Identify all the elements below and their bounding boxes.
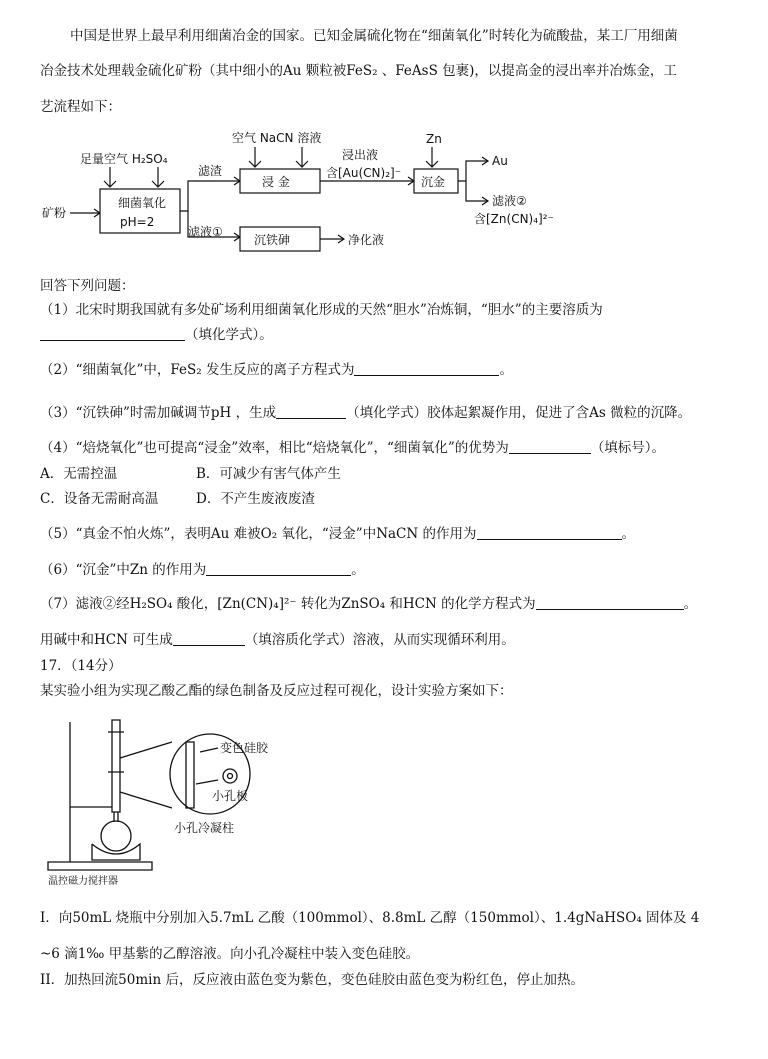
process-flowchart [40, 125, 600, 270]
condenser-joints [108, 732, 124, 772]
answer-blank-1[interactable] [40, 326, 185, 341]
ore-label: 矿粉 [42, 206, 67, 220]
arrow-heads-split [234, 177, 240, 241]
condenser-column [112, 720, 120, 812]
bio-oxidation-label: 细菌氧化 [118, 196, 167, 210]
gel-pointer [200, 748, 218, 752]
plate-pointer [196, 780, 218, 784]
arrow-heads-gold [482, 157, 488, 205]
answer-blank-7[interactable] [536, 595, 684, 610]
question-7-text: （7）滤液②经H₂SO₄ 酸化，[Zn(CN)₄]²⁻ 转化为ZnSO₄ 和HCN 的化学方程式为 [40, 596, 536, 612]
question-4 [40, 438, 665, 458]
option-a: A．无需控温 [40, 466, 118, 482]
zoom-lines [120, 742, 172, 808]
label-perforated-plate: 小孔板 [212, 789, 249, 803]
question-5-text: （5）“真金不怕火炼”，表明Au 难被O₂ 氧化，“浸金”中NaCN 的作用为 [40, 526, 477, 542]
gold-split-connector [458, 161, 488, 201]
au-label: Au [492, 154, 508, 168]
stand-base [48, 862, 152, 870]
arrow-air2 [249, 147, 261, 167]
air-nacn-label: 空气 NaCN 溶液 [232, 131, 322, 145]
problem-17-number: 17．（14分） [40, 658, 122, 674]
plate-hole [228, 774, 233, 779]
question-3-tail: （填化学式）胶体起絮凝作用，促进了含As 微粒的沉降。 [346, 405, 692, 421]
answer-blank-4[interactable] [509, 439, 591, 454]
questions-header: 回答下列问题： [40, 278, 135, 294]
option-b: B．可减少有害气体产生 [196, 466, 341, 482]
answer-blank-5[interactable] [477, 525, 622, 540]
question-2 [40, 360, 513, 380]
step-1-line-2: ~6 滴1‰ 甲基紫的乙醇溶液。向小孔冷凝柱中装入变色硅胶。 [40, 946, 420, 962]
question-1-tail: （填化学式）。 [185, 327, 273, 343]
leachate-content: 含[Au(CN)₂]⁻ [326, 166, 402, 180]
filtrate2-content: 含[Zn(CN)₄]²⁻ [474, 212, 554, 226]
arrow-acid [152, 167, 164, 187]
question-3-text: （3）“沉铁砷”时需加碱调节pH ，生成 [40, 405, 277, 421]
question-1-text: （1）北宋时期我国就有多处矿场利用细菌氧化形成的天然“胆水”冶炼铜，“胆水”的主要溶质为 [40, 302, 603, 318]
answer-blank-6[interactable] [206, 561, 351, 576]
step-1-line-1: I．向50mL 烧瓶中分别加入5.7mL 乙酸（100mmol）、8.8mL 乙醇（150mmol）、1.4gNaHSO₄ 固体及 4 [40, 910, 700, 926]
answer-blank-8[interactable] [173, 631, 245, 646]
question-7 [40, 594, 697, 614]
bio-oxidation-ph: pH=2 [120, 215, 155, 229]
as-fe-label: 沉铁砷 [254, 233, 291, 247]
leachate-label: 浸出液 [342, 148, 379, 162]
apparatus-diagram [40, 712, 290, 887]
question-6-text: （6）“沉金”中Zn 的作用为 [40, 562, 207, 578]
residue-label: 滤渣 [198, 164, 223, 178]
arrow-air [104, 167, 116, 187]
filtrate2-label: 滤液② [492, 194, 527, 208]
label-stirrer: 温控磁力搅拌器 [48, 876, 118, 887]
arrow-ore [70, 209, 100, 217]
question-2-end: 。 [499, 362, 513, 378]
question-1 [40, 300, 603, 320]
zn-label: Zn [426, 132, 442, 146]
step-2: II．加热回流50min 后，反应液由蓝色变为紫色，变色硅胶由蓝色变为粉红色，停止加热。 [40, 972, 584, 988]
option-c: C．设备无需耐高温 [40, 491, 159, 507]
filtrate1-label: 滤液① [188, 225, 223, 239]
arrow-purify [320, 235, 344, 243]
precip-gold-label: 沉金 [421, 175, 446, 189]
intro-line-2: 冶金技术处理载金硫化矿粉（其中细小的Au 颗粒被FeS₂ 、FeAsS 包裹)，以提高金的浸出率并冶炼金，工 [40, 63, 677, 79]
question-7b [40, 630, 515, 650]
question-3 [40, 403, 691, 423]
intro-line-1: 中国是世界上最早利用细菌冶金的国家。已知金属硫化物在“细菌氧化”时转化为硫酸盐，某工厂用细菌 [70, 28, 678, 44]
purified-label: 净化液 [348, 233, 385, 247]
question-6 [40, 560, 365, 580]
question-5-end: 。 [621, 526, 635, 542]
arrow-zn [426, 147, 438, 167]
label-condenser: 小孔冷凝柱 [174, 821, 235, 835]
round-bottom-flask [101, 821, 131, 851]
option-d: D．不产生废液废渣 [196, 491, 315, 507]
question-7-end: 。 [683, 596, 698, 612]
problem-17-intro: 某实验小组为实现乙酸乙酯的绿色制备及反应过程可视化，设计实验方案如下： [40, 683, 513, 699]
answer-blank-3[interactable] [276, 404, 346, 419]
intro-line-3: 艺流程如下： [40, 99, 121, 115]
answer-blank-2[interactable] [354, 361, 499, 376]
question-6-end: 。 [351, 562, 365, 578]
question-4-text: （4）“焙烧氧化”也可提高“浸金”效率，相比“焙烧氧化”，“细菌氧化”的优势为 [40, 440, 509, 456]
magnified-column [186, 742, 194, 808]
question-7b-tail: （填溶质化学式）溶液，从而实现循环利用。 [244, 632, 515, 648]
question-7b-text: 用碱中和HCN 可生成 [40, 632, 173, 648]
question-1-cont [40, 325, 273, 345]
arrow-nacn [296, 147, 308, 167]
leach-label: 浸 金 [262, 175, 290, 189]
label-color-gel: 变色硅胶 [220, 741, 269, 755]
question-5 [40, 524, 635, 544]
question-4-tail: （填标号）。 [590, 440, 666, 456]
air-acid-label: 足量空气 H₂SO₄ [80, 152, 168, 166]
question-2-text: （2）“细菌氧化”中，FeS₂ 发生反应的离子方程式为 [40, 362, 355, 378]
perforated-plate-icon [223, 769, 237, 783]
magnetic-stirrer [92, 844, 140, 860]
